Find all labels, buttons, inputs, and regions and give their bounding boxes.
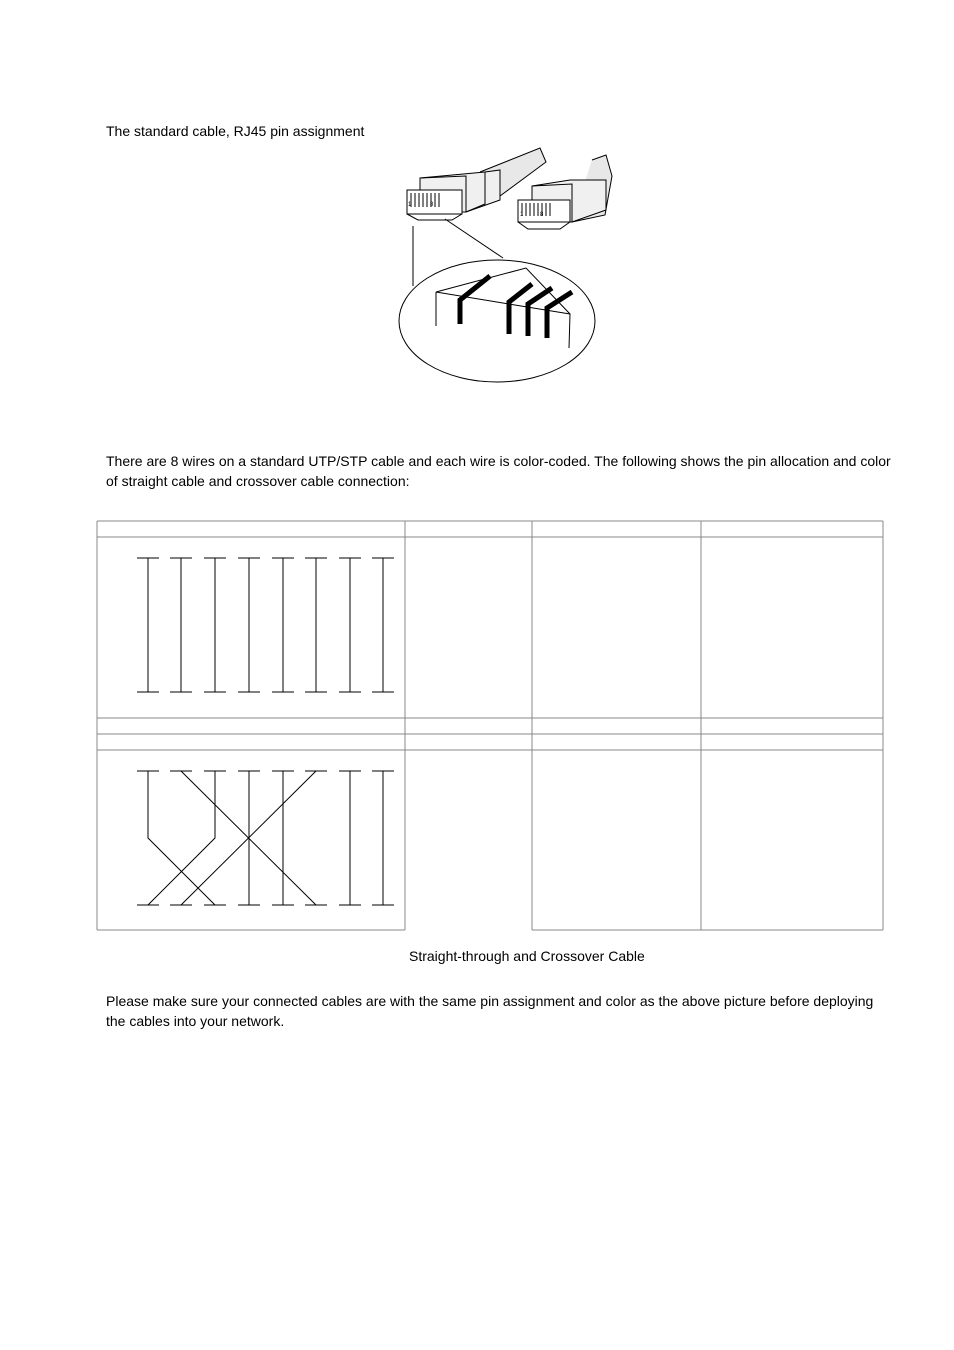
wiring-description-paragraph: There are 8 wires on a standard UTP/STP cable and each wire is color-coded. The following shows the pin allocation and color of straight cable and crossover cable connection: [106, 453, 891, 489]
left-pin-1-label: 1 [408, 202, 412, 208]
figure-caption: Straight-through and Crossover Cable [409, 948, 645, 964]
crossover-wiring-diagram [137, 771, 394, 905]
right-pin-1-label: 1 [520, 212, 524, 218]
closing-paragraph: Please make sure your connected cables are with the same pin assignment and color as the above picture before deploying the cables into your network. [106, 993, 874, 1029]
left-pin-8-label: 8 [430, 202, 434, 208]
right-pin-8-label: 8 [540, 212, 544, 218]
intro-text: The standard cable, RJ45 pin assignment [106, 123, 365, 139]
straight-through-wiring-diagram [137, 558, 394, 692]
